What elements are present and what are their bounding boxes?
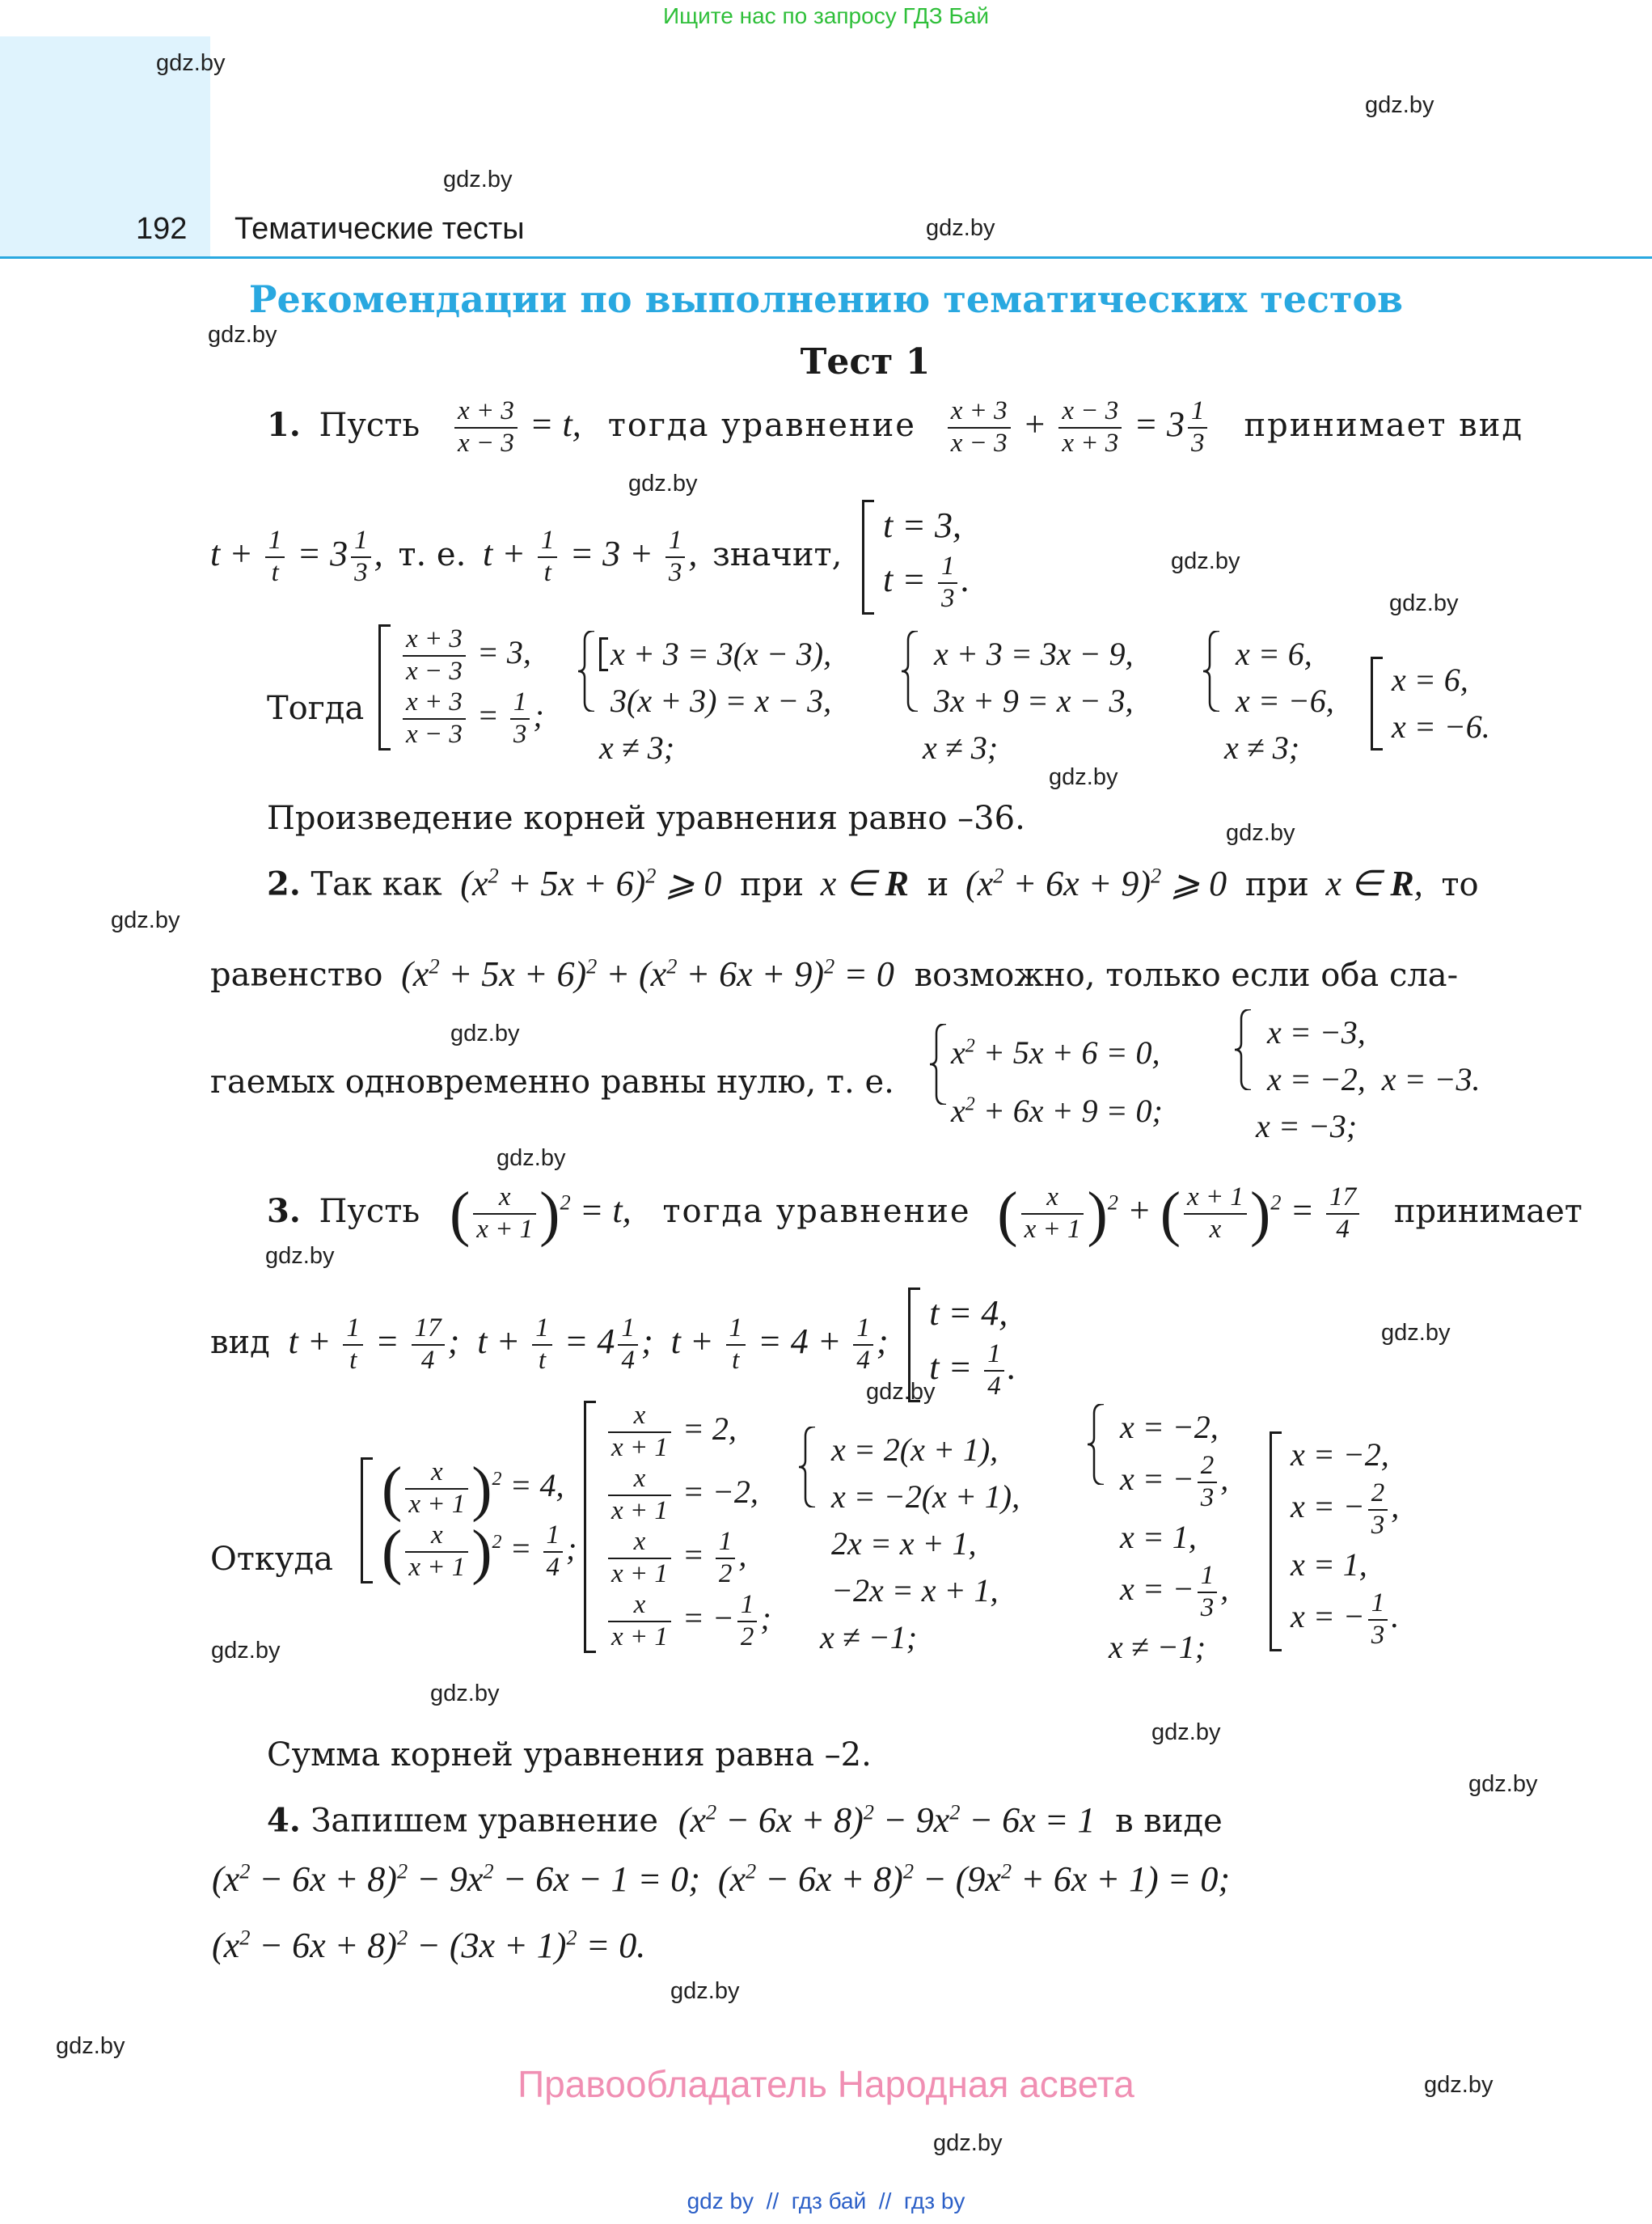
watermark: gdz.by [1365, 92, 1434, 118]
text: возможно, только если оба сла- [914, 956, 1459, 994]
task4-line2: $(x^2 - 6x + 8)^2 - 9x^2 - 6x - 1 = 0$; $(x^2 - 6x + 8)^2 - (9x^2 + 6x + 1) = 0$; [212, 1858, 1231, 1899]
watermark: gdz.by [443, 167, 513, 192]
text: тогда уравнение [607, 407, 916, 445]
footer-links[interactable]: gdz by // гдз бай // гдз by [687, 2188, 965, 2213]
formula: t + $\frac{1}{t}$ = $\frac{17}{4}$ ; t + $\frac{1}{t}$ = 4 $\frac{1}{4}$ ; t + $\frac{1}{t}$ = 4 + $\frac{1}{4}$ ; [288, 1313, 889, 1375]
top-banner[interactable]: Ищите нас по запросу ГДЗ Бай [662, 3, 990, 28]
task-number: 4. [267, 1801, 301, 1840]
task2-system-2: x = −3, x = −2, x = −3. x = −3; [1235, 1009, 1480, 1150]
watermark: gdz.by [933, 2130, 1003, 2156]
task-number: 1. [267, 406, 301, 445]
formula: $(x^2 + 6x + 9)^2$ ⩾ 0 [965, 863, 1227, 903]
formula: $(x^2 + 5x + 6)^2 + (x^2 + 6x + 9)^2 = 0$ [401, 953, 894, 994]
text: значит, [712, 535, 843, 573]
watermark: gdz.by [926, 215, 995, 241]
text: равенство [210, 956, 383, 994]
watermark: gdz.by [56, 2033, 125, 2059]
page-title: Рекомендации по выполнению тематических тестов [248, 277, 1404, 321]
task1-result: x = 6, x = −6. [1371, 657, 1490, 750]
watermark: gdz.by [866, 1379, 936, 1405]
watermark: gdz.by [1381, 1320, 1451, 1346]
text: то [1441, 865, 1479, 903]
watermark: gdz.by [450, 1021, 520, 1046]
text: гаемых одновременно равны нулю, т. е. [210, 1063, 894, 1101]
formula: $\frac{x + 3}{x - 3}$ = t, [451, 404, 590, 444]
task1-line2 [210, 500, 970, 615]
text: Пусть [319, 1193, 420, 1231]
task3-whence-label: Откуда [210, 1541, 333, 1578]
formula: $(x^2 - 6x + 8)^2 - 9x^2 - 6x = 1$ [678, 1799, 1096, 1840]
formula: ( $\frac{x}{x + 1}$ )$^2$ + ( $\frac{x + 1}{x}$ )$^2$ = $\frac{17}{4}$ [997, 1190, 1363, 1230]
text: Запишем уравнение [311, 1802, 659, 1840]
task4-line3: $(x^2 - 6x + 8)^2 - (3x + 1)^2 = 0$. [212, 1925, 646, 1965]
task1-line1 [267, 396, 1523, 459]
formula: ( $\frac{x}{x + 1}$ )$^2$ = t, [449, 1179, 632, 1248]
task4-line1 [267, 1792, 1223, 1841]
page-number: 192 [136, 212, 188, 246]
watermark: gdz.by [1226, 820, 1295, 846]
task3-system-1: ( $\frac{x}{x + 1}$ )$^2$ = 4, ( $\frac{x}{x + 1}$ )$^2$ = $\frac{1}{4}$ ; [361, 1457, 577, 1583]
text: тогда уравнение [662, 1193, 971, 1231]
text: принимает [1393, 1193, 1582, 1231]
task1-system-2: x + 3 = 3(x − 3), 3(x + 3) = x − 3, x ≠ 3; [578, 631, 831, 772]
text: при [1244, 865, 1309, 903]
task1-system-3: x + 3 = 3x − 9, 3x + 9 = x − 3, x ≠ 3; [902, 631, 1133, 772]
task1-system-4: x = 6, x = −6, x ≠ 3; [1203, 631, 1334, 772]
task3-system-2: $\frac{x}{x + 1}$ = 2, $\frac{x}{x + 1}$ = −2, $\frac{x}{x + 1}$ = $\frac{1}{2}$ , $\frac{x}{x + 1}$ = − $\frac{1}{2}$ ; [584, 1401, 771, 1653]
text: при [740, 865, 804, 903]
text: и [927, 865, 949, 903]
formula: t + $\frac{1}{t}$ = 3 + $\frac{1}{3}$ , [483, 525, 698, 587]
task-number: 3. [267, 1192, 301, 1231]
task3-line2 [210, 1287, 1016, 1402]
text: в виде [1115, 1802, 1223, 1840]
task2-system: $x^2 + 5x + 6 = 0$, $x^2 + 6x + 9 = 0$; [930, 1024, 1163, 1140]
task1-conclusion: Произведение корней уравнения равно –36. [267, 800, 1025, 837]
task2-line3 [210, 1063, 894, 1101]
watermark: gdz.by [1151, 1719, 1221, 1745]
test-title: Тест 1 [800, 341, 931, 383]
solution-set: t = 3, t = $\frac{1}{3}$ . [862, 500, 970, 615]
watermark: gdz.by [670, 1978, 740, 2004]
task2-line2 [210, 946, 1458, 995]
formula: $\frac{x + 3}{x - 3}$ + $\frac{x - 3}{x + 3}$ = 3 $\frac{1}{3}$ [944, 404, 1220, 444]
task-number: 2. [267, 865, 301, 903]
watermark: gdz.by [265, 1243, 335, 1269]
watermark: gdz.by [1389, 590, 1459, 616]
watermark: gdz.by [1049, 764, 1118, 790]
text: вид [210, 1323, 270, 1361]
task3-result: x = −2, x = − $\frac{2}{3}$ , x = 1, x = − $\frac{1}{3}$ . [1270, 1431, 1399, 1651]
formula: x ∈ R [820, 863, 909, 903]
watermark: gdz.by [430, 1681, 500, 1706]
solution-set: t = 4, t = $\frac{1}{4}$ . [908, 1287, 1016, 1402]
watermark: gdz.by [628, 471, 698, 497]
text: Пусть [319, 407, 420, 445]
task1-then-label: Тогда [267, 690, 365, 727]
watermark: gdz.by [1171, 548, 1240, 574]
formula: $(x^2 + 5x + 6)^2$ ⩾ 0 [460, 863, 722, 903]
watermark: gdz.by [211, 1638, 281, 1664]
text: т. е. [398, 535, 467, 573]
text: Так как [311, 865, 442, 903]
watermark: gdz.by [1468, 1771, 1538, 1797]
task2-line1 [267, 856, 1516, 904]
section-title: Тематические тесты [234, 212, 525, 246]
watermark: gdz.by [1424, 2072, 1494, 2098]
watermark: gdz.by [208, 322, 277, 348]
watermark: gdz.by [156, 50, 226, 76]
task3-conclusion: Сумма корней уравнения равна –2. [267, 1736, 872, 1774]
formula: t + $\frac{1}{t}$ = 3 $\frac{1}{3}$ , [210, 525, 383, 587]
text: принимает вид [1244, 407, 1523, 445]
task1-system-1: $\frac{x + 3}{x - 3}$ = 3, $\frac{x + 3}{x - 3}$ = $\frac{1}{3}$ ; [378, 624, 544, 750]
copyright: Правообладатель Народная асвета [518, 2063, 1134, 2105]
task3-system-4: x = −2, x = − $\frac{2}{3}$ , x = 1, x = − $\frac{1}{3}$ , x ≠ −1; [1088, 1404, 1228, 1671]
header-rule [0, 256, 1652, 259]
task3-system-3: x = 2(x + 1), x = −2(x + 1), 2x = x + 1, −2x = x + 1, x ≠ −1; [799, 1427, 1020, 1661]
formula: x ∈ R, [1325, 863, 1423, 903]
watermark: gdz.by [496, 1145, 566, 1171]
task3-line1 [267, 1179, 1582, 1248]
watermark: gdz.by [111, 907, 180, 933]
